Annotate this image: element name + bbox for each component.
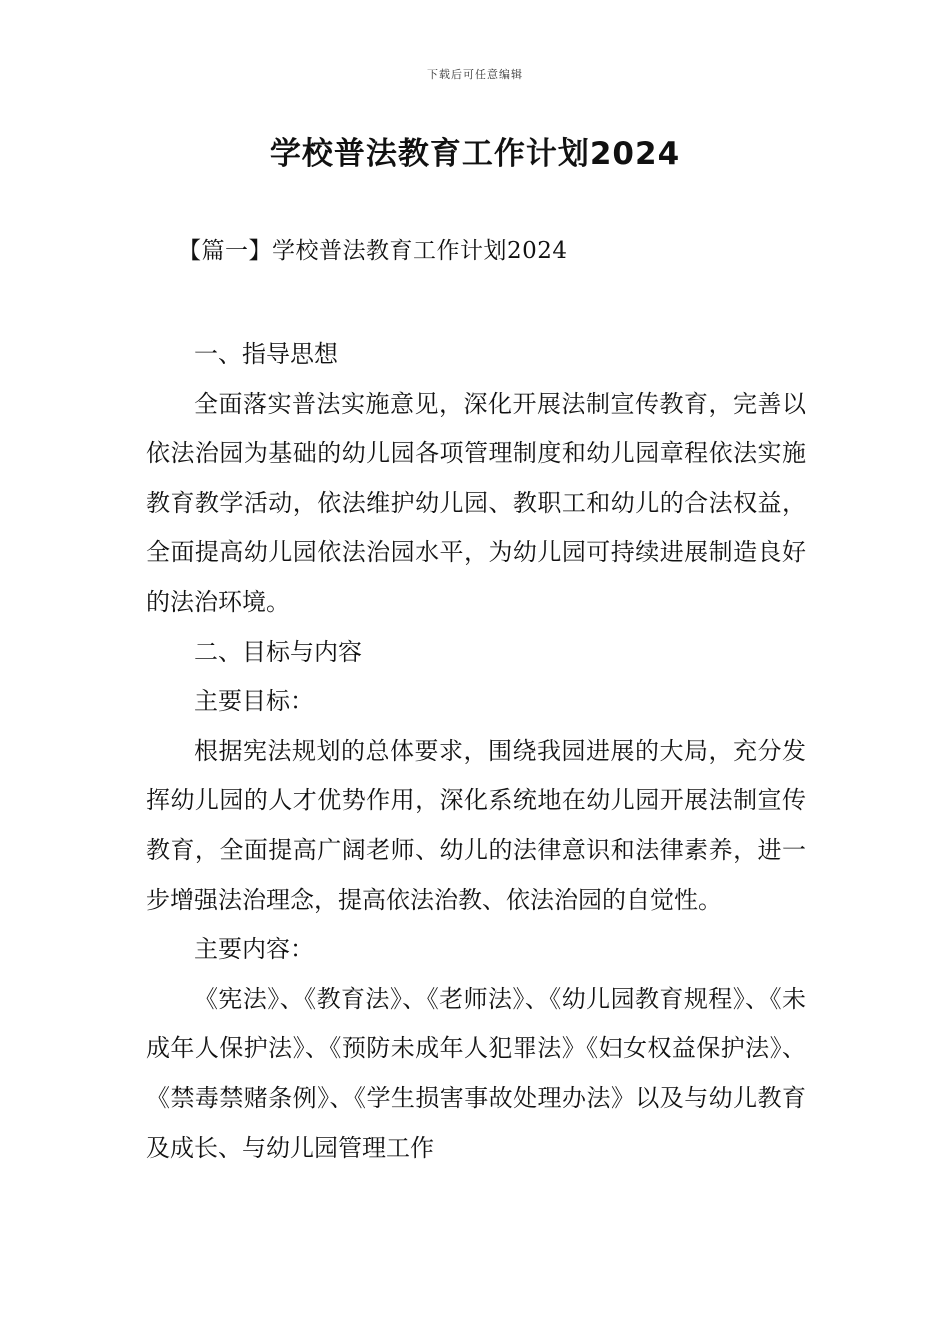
header-note: 下载后可任意编辑 (427, 68, 523, 81)
paragraph-main-content: 《宪法》、《教育法》、《老师法》、《幼儿园教育规程》、《未成年人保护法》、《预防未成年人犯罪法》《妇女权益保护法》、《禁毒禁赌条例》、《学生损害事故处理办法》以及与幼儿教育及成长、与幼儿园管理工作 (146, 984, 806, 1162)
document-body (146, 330, 806, 1173)
section-heading-guiding-ideology: 一、指导思想 (194, 340, 338, 368)
paragraph-main-goals: 根据宪法规划的总体要求，围绕我园进展的大局，充分发挥幼儿园的人才优势作用，深化系统地在幼儿园开展法制宣传教育，全面提高广阔老师、幼儿的法律意识和法律素养，进一步增强法治理念，提高依法治教、依法治园的自觉性。 (146, 736, 806, 914)
section-subtitle: 【篇一】学校普法教育工作计划2024 (178, 238, 568, 264)
section-heading-goals-content: 二、目标与内容 (194, 637, 362, 666)
document-title: 学校普法教育工作计划2024 (269, 136, 681, 172)
subheading-main-content: 主要内容： (194, 935, 314, 964)
subheading-main-goals: 主要目标： (194, 687, 314, 716)
paragraph-guiding-ideology: 全面落实普法实施意见，深化开展法制宣传教育，完善以依法治园为基础的幼儿园各项管理制度和幼儿园章程依法实施教育教学活动，依法维护幼儿园、教职工和幼儿的合法权益，全面提高幼儿园依法治园水平，为幼儿园可持续进展制造良好的法治环境。 (146, 389, 806, 616)
